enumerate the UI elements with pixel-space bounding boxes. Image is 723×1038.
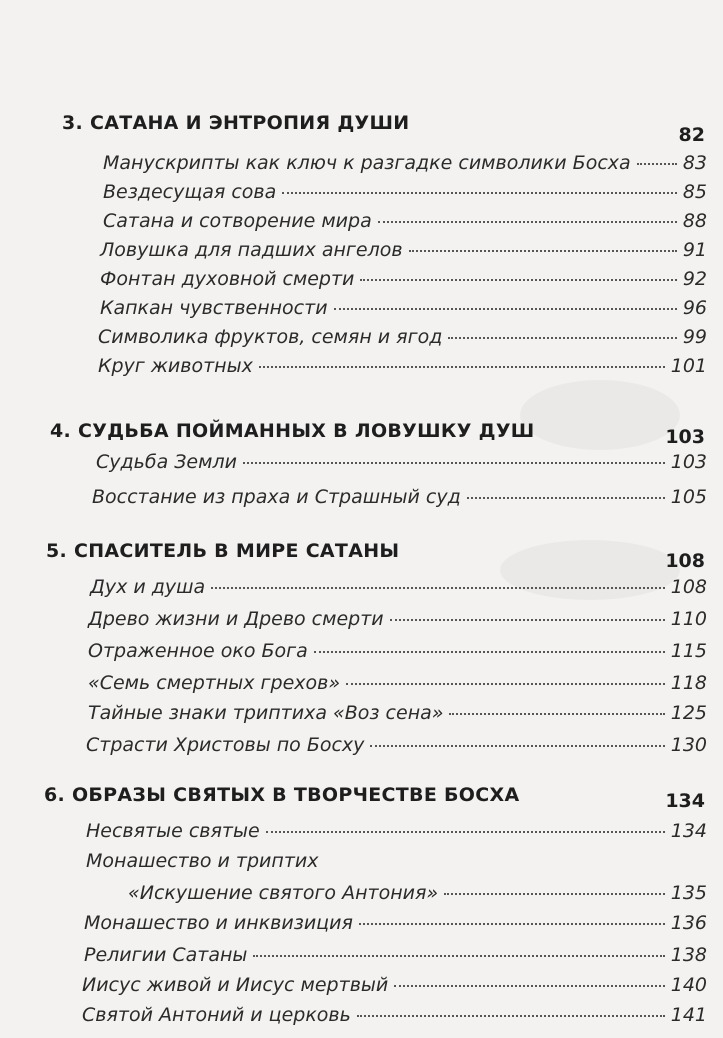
toc-entry [88, 640, 707, 668]
entry-page-number: 105 [670, 486, 707, 508]
dot-leader [357, 1015, 665, 1017]
entry-title: Символика фруктов, семян и ягод [98, 326, 443, 348]
toc-entry [96, 451, 707, 479]
entry-title: Тайные знаки триптиха «Воз сена» [88, 702, 444, 724]
toc-entry [90, 576, 707, 604]
chapter-heading [0, 420, 723, 450]
entry-title: Отраженное око Бога [88, 640, 308, 662]
chapter-page-number: 134 [665, 790, 705, 812]
toc-entry [100, 297, 707, 325]
entry-page-number: 96 [682, 297, 707, 319]
entry-title: Монашество и инквизиция [84, 912, 353, 934]
toc-entry [86, 734, 707, 762]
entry-page-number: 103 [670, 451, 707, 473]
chapter-page-number: 103 [665, 426, 705, 448]
toc-entry [103, 181, 707, 209]
entry-page-number: 99 [682, 326, 707, 348]
dot-leader [346, 683, 665, 685]
entry-page-number: 85 [682, 181, 707, 203]
dot-leader [282, 192, 677, 194]
entry-title: Судьба Земли [96, 451, 237, 473]
toc-entry [103, 210, 707, 238]
dot-leader [394, 985, 664, 987]
dot-leader [314, 651, 665, 653]
chapter-heading [0, 540, 723, 570]
entry-title: Вездесущая сова [103, 181, 277, 203]
entry-title: «Семь смертных грехов» [88, 672, 341, 694]
dot-leader [259, 366, 665, 368]
dot-leader [360, 279, 676, 281]
toc-entry [82, 974, 707, 1002]
entry-page-number: 125 [670, 702, 707, 724]
dot-leader [448, 337, 676, 339]
toc-entry [84, 944, 707, 972]
entry-title: Иисус живой и Иисус мертвый [82, 974, 389, 996]
toc-entry [98, 355, 707, 383]
entry-page-number: 83 [682, 152, 707, 174]
dot-leader [359, 923, 665, 925]
entry-title: Фонтан духовной смерти [100, 268, 355, 290]
entry-title: Круг животных [98, 355, 253, 377]
dot-leader [449, 713, 664, 715]
entry-page-number: 140 [670, 974, 707, 996]
chapter-title: 4. СУДЬБА ПОЙМАННЫХ В ЛОВУШКУ ДУШ [50, 420, 535, 442]
chapter-title: 3. САТАНА И ЭНТРОПИЯ ДУШИ [62, 112, 410, 134]
entry-title: Религии Сатаны [84, 944, 248, 966]
toc-entry [86, 850, 707, 878]
entry-page-number: 118 [670, 672, 707, 694]
toc-entry [88, 608, 707, 636]
toc-entry [103, 152, 707, 180]
chapter-page-number: 82 [678, 124, 705, 146]
dot-leader [243, 462, 665, 464]
dot-leader [467, 497, 665, 499]
dot-leader [409, 250, 677, 252]
entry-page-number: 130 [670, 734, 707, 756]
entry-page-number: 115 [670, 640, 707, 662]
chapter-page-number: 108 [665, 550, 705, 572]
dot-leader [370, 745, 664, 747]
entry-page-number: 92 [682, 268, 707, 290]
toc-entry [92, 486, 707, 514]
entry-page-number: 141 [670, 1004, 707, 1026]
entry-title: Несвятые святые [86, 820, 260, 842]
toc-entry [84, 912, 707, 940]
toc-entry [82, 1004, 707, 1032]
chapter-title: 5. СПАСИТЕЛЬ В МИРЕ САТАНЫ [46, 540, 400, 562]
entry-title: Дух и душа [90, 576, 206, 598]
chapter-heading [0, 784, 723, 814]
entry-title: Ловушка для падших ангелов [100, 239, 403, 261]
dot-leader [334, 308, 677, 310]
entry-page-number: 91 [682, 239, 707, 261]
entry-page-number: 110 [670, 608, 707, 630]
dot-leader [211, 587, 665, 589]
entry-title: Монашество и триптих [86, 850, 319, 872]
toc-entry [88, 702, 707, 730]
entry-title: «Искушение святого Антония» [128, 882, 439, 904]
entry-title: Святой Антоний и церковь [82, 1004, 351, 1026]
chapter-title: 6. ОБРАЗЫ СВЯТЫХ В ТВОРЧЕСТВЕ БОСХА [44, 784, 520, 806]
toc-entry [100, 268, 707, 296]
chapter-heading [0, 112, 723, 146]
dot-leader [378, 221, 677, 223]
entry-page-number: 138 [670, 944, 707, 966]
toc-entry [100, 239, 707, 267]
toc-entry [86, 820, 707, 848]
toc-entry [88, 672, 707, 700]
dot-leader [390, 619, 665, 621]
entry-page-number: 101 [670, 355, 707, 377]
entry-title: Капкан чувственности [100, 297, 328, 319]
dot-leader [637, 163, 677, 165]
entry-title: Страсти Христовы по Босху [86, 734, 365, 756]
dot-leader [444, 893, 665, 895]
entry-page-number: 135 [670, 882, 707, 904]
entry-title: Древо жизни и Древо смерти [88, 608, 384, 630]
entry-title: Манускрипты как ключ к разгадке символики Босха [103, 152, 631, 174]
entry-title: Сатана и сотворение мира [103, 210, 372, 232]
dot-leader [266, 831, 665, 833]
entry-page-number: 136 [670, 912, 707, 934]
toc-entry [128, 882, 707, 910]
entry-page-number: 108 [670, 576, 707, 598]
entry-page-number: 88 [682, 210, 707, 232]
dot-leader [253, 955, 664, 957]
toc-entry [98, 326, 707, 354]
entry-page-number: 134 [670, 820, 707, 842]
entry-title: Восстание из праха и Страшный суд [92, 486, 461, 508]
